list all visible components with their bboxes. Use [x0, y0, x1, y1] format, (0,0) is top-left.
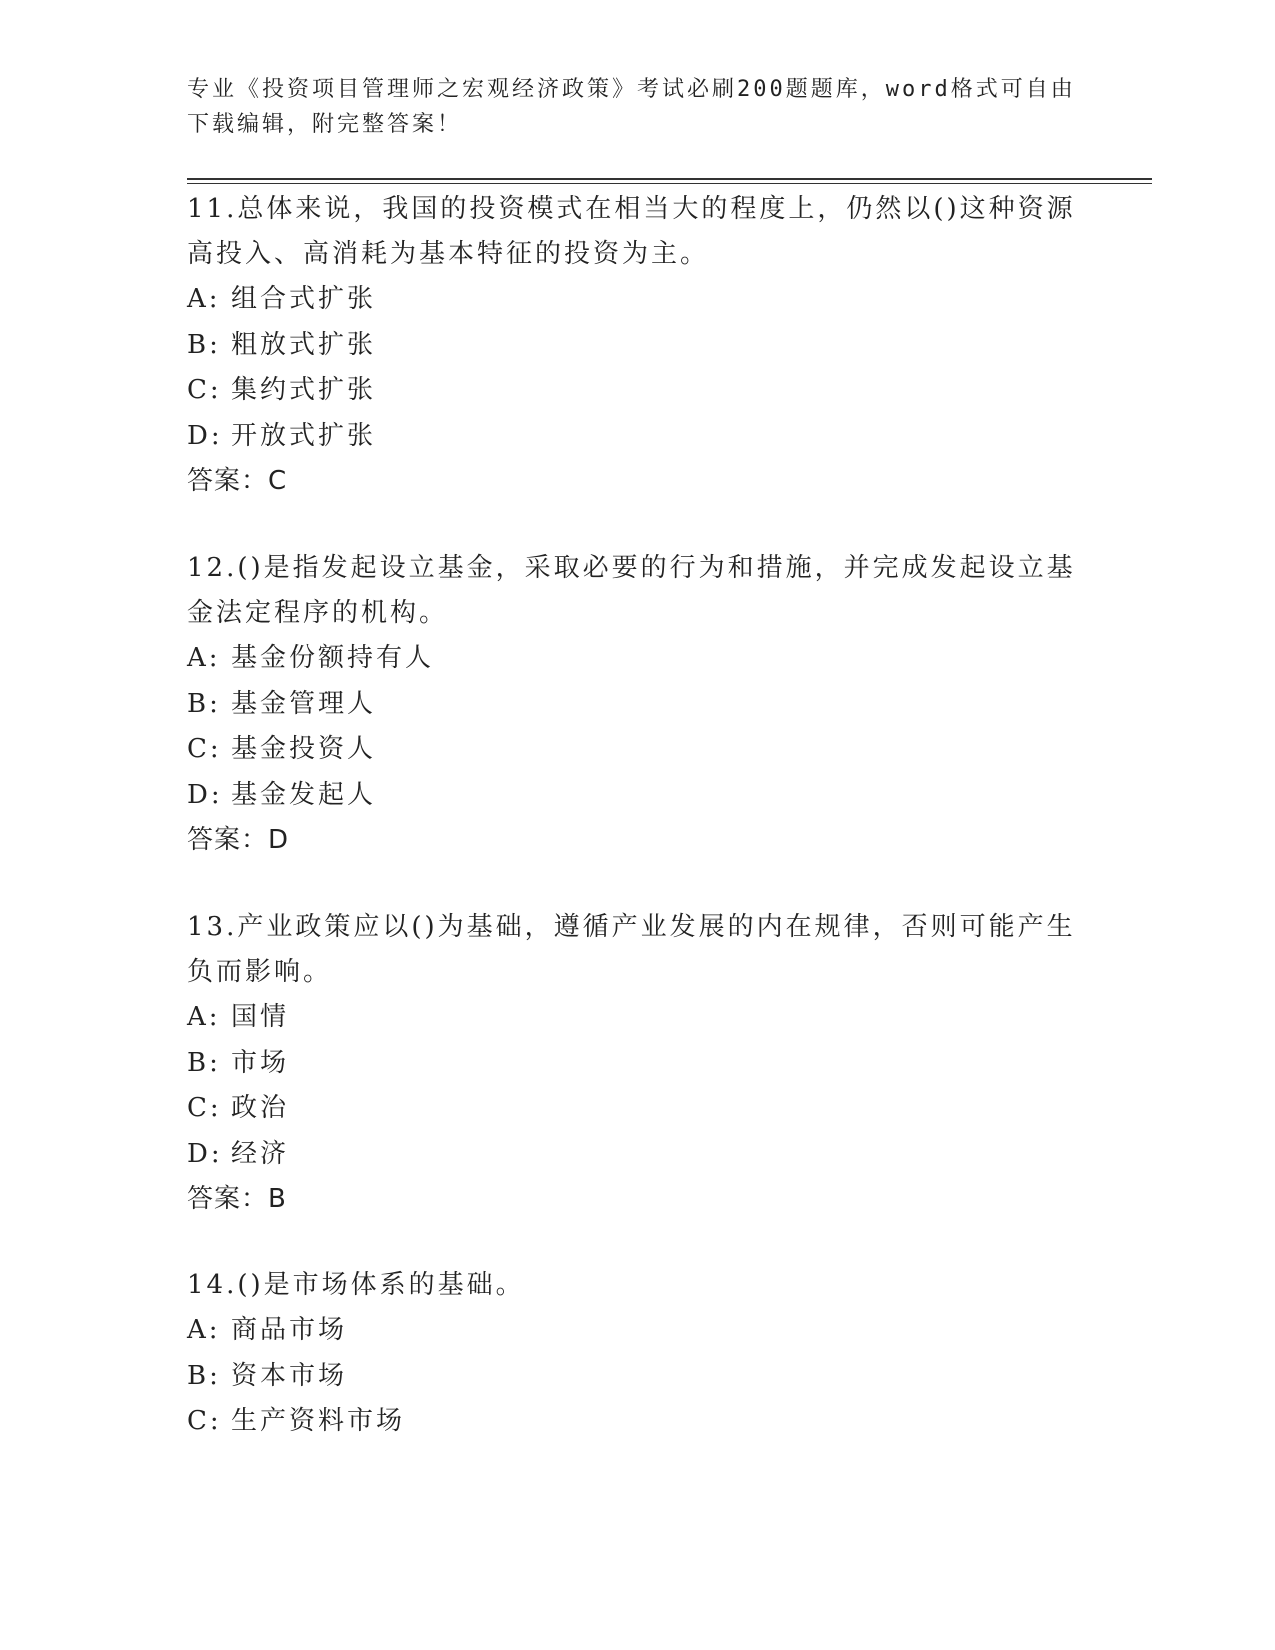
- question-14: [187, 1263, 1087, 1445]
- option-text: 政治: [231, 1093, 290, 1123]
- option-text: 生产资料市场: [231, 1406, 406, 1436]
- option-key: C:: [187, 1406, 222, 1436]
- option-text: 市场: [231, 1047, 290, 1078]
- option-key: C:: [187, 1093, 222, 1123]
- option-a: [187, 277, 1087, 323]
- option-c: [187, 727, 1087, 773]
- option-key: D:: [187, 779, 223, 810]
- header-line-2: 下载编辑，附完整答案！: [187, 112, 463, 137]
- header-divider-thick: [187, 178, 1152, 180]
- option-text: 集约式扩张: [231, 375, 377, 405]
- option-a: [187, 1308, 1087, 1354]
- option-c: [187, 1086, 1087, 1132]
- option-a: [187, 636, 1087, 682]
- option-key: B:: [187, 688, 221, 719]
- option-key: D:: [187, 420, 223, 451]
- question-stem-line-1: 11.总体来说，我国的投资模式在相当大的程度上，仍然以()这种资源: [187, 194, 1076, 224]
- question-stem-line-2: 高投入、高消耗为基本特征的投资为主。: [187, 239, 710, 269]
- option-text: 组合式扩张: [231, 284, 377, 314]
- option-d: [187, 414, 1087, 460]
- option-key: A:: [187, 643, 221, 673]
- question-12: [187, 546, 1087, 864]
- option-key: C:: [187, 734, 222, 764]
- option-text: 基金份额持有人: [231, 643, 435, 673]
- answer-line: 答案：B: [187, 1184, 287, 1214]
- option-b: [187, 1354, 1087, 1400]
- header-divider-thin: [187, 183, 1152, 184]
- option-text: 粗放式扩张: [231, 329, 377, 360]
- question-stem-line-2: 负而影响。: [187, 957, 333, 987]
- question-stem-line-1: 13.产业政策应以()为基础，遵循产业发展的内在规律，否则可能产生: [187, 912, 1076, 942]
- option-b: [187, 323, 1087, 369]
- option-key: D:: [187, 1138, 223, 1169]
- answer-line: 答案：D: [187, 825, 290, 855]
- question-13: [187, 905, 1087, 1223]
- question-11: [187, 187, 1087, 505]
- question-stem-line-1: 12.()是指发起设立基金，采取必要的行为和措施，并完成发起设立基: [187, 553, 1076, 583]
- option-key: C:: [187, 375, 222, 405]
- option-text: 基金发起人: [231, 779, 377, 810]
- question-stem-line-2: 金法定程序的机构。: [187, 598, 449, 628]
- option-text: 经济: [231, 1138, 290, 1169]
- option-b: [187, 682, 1087, 728]
- option-a: [187, 995, 1087, 1041]
- option-c: [187, 368, 1087, 414]
- document-header: [187, 72, 1087, 142]
- option-d: [187, 1132, 1087, 1178]
- option-key: B:: [187, 1360, 221, 1391]
- option-key: A:: [187, 1315, 221, 1345]
- option-key: B:: [187, 1047, 221, 1078]
- option-c: [187, 1399, 1087, 1445]
- header-line-1: 专业《投资项目管理师之宏观经济政策》考试必刷200题题库，word格式可自由: [187, 77, 1076, 102]
- option-text: 国情: [231, 1002, 290, 1032]
- option-text: 资本市场: [231, 1360, 348, 1391]
- option-text: 基金管理人: [231, 688, 377, 719]
- option-key: A:: [187, 284, 221, 314]
- option-text: 基金投资人: [231, 734, 377, 764]
- answer-line: 答案：C: [187, 466, 288, 496]
- option-text: 开放式扩张: [231, 420, 377, 451]
- option-b: [187, 1041, 1087, 1087]
- option-key: B:: [187, 329, 221, 360]
- option-key: A:: [187, 1002, 221, 1032]
- option-d: [187, 773, 1087, 819]
- option-text: 商品市场: [231, 1315, 348, 1345]
- question-stem-line-1: 14.()是市场体系的基础。: [187, 1270, 525, 1300]
